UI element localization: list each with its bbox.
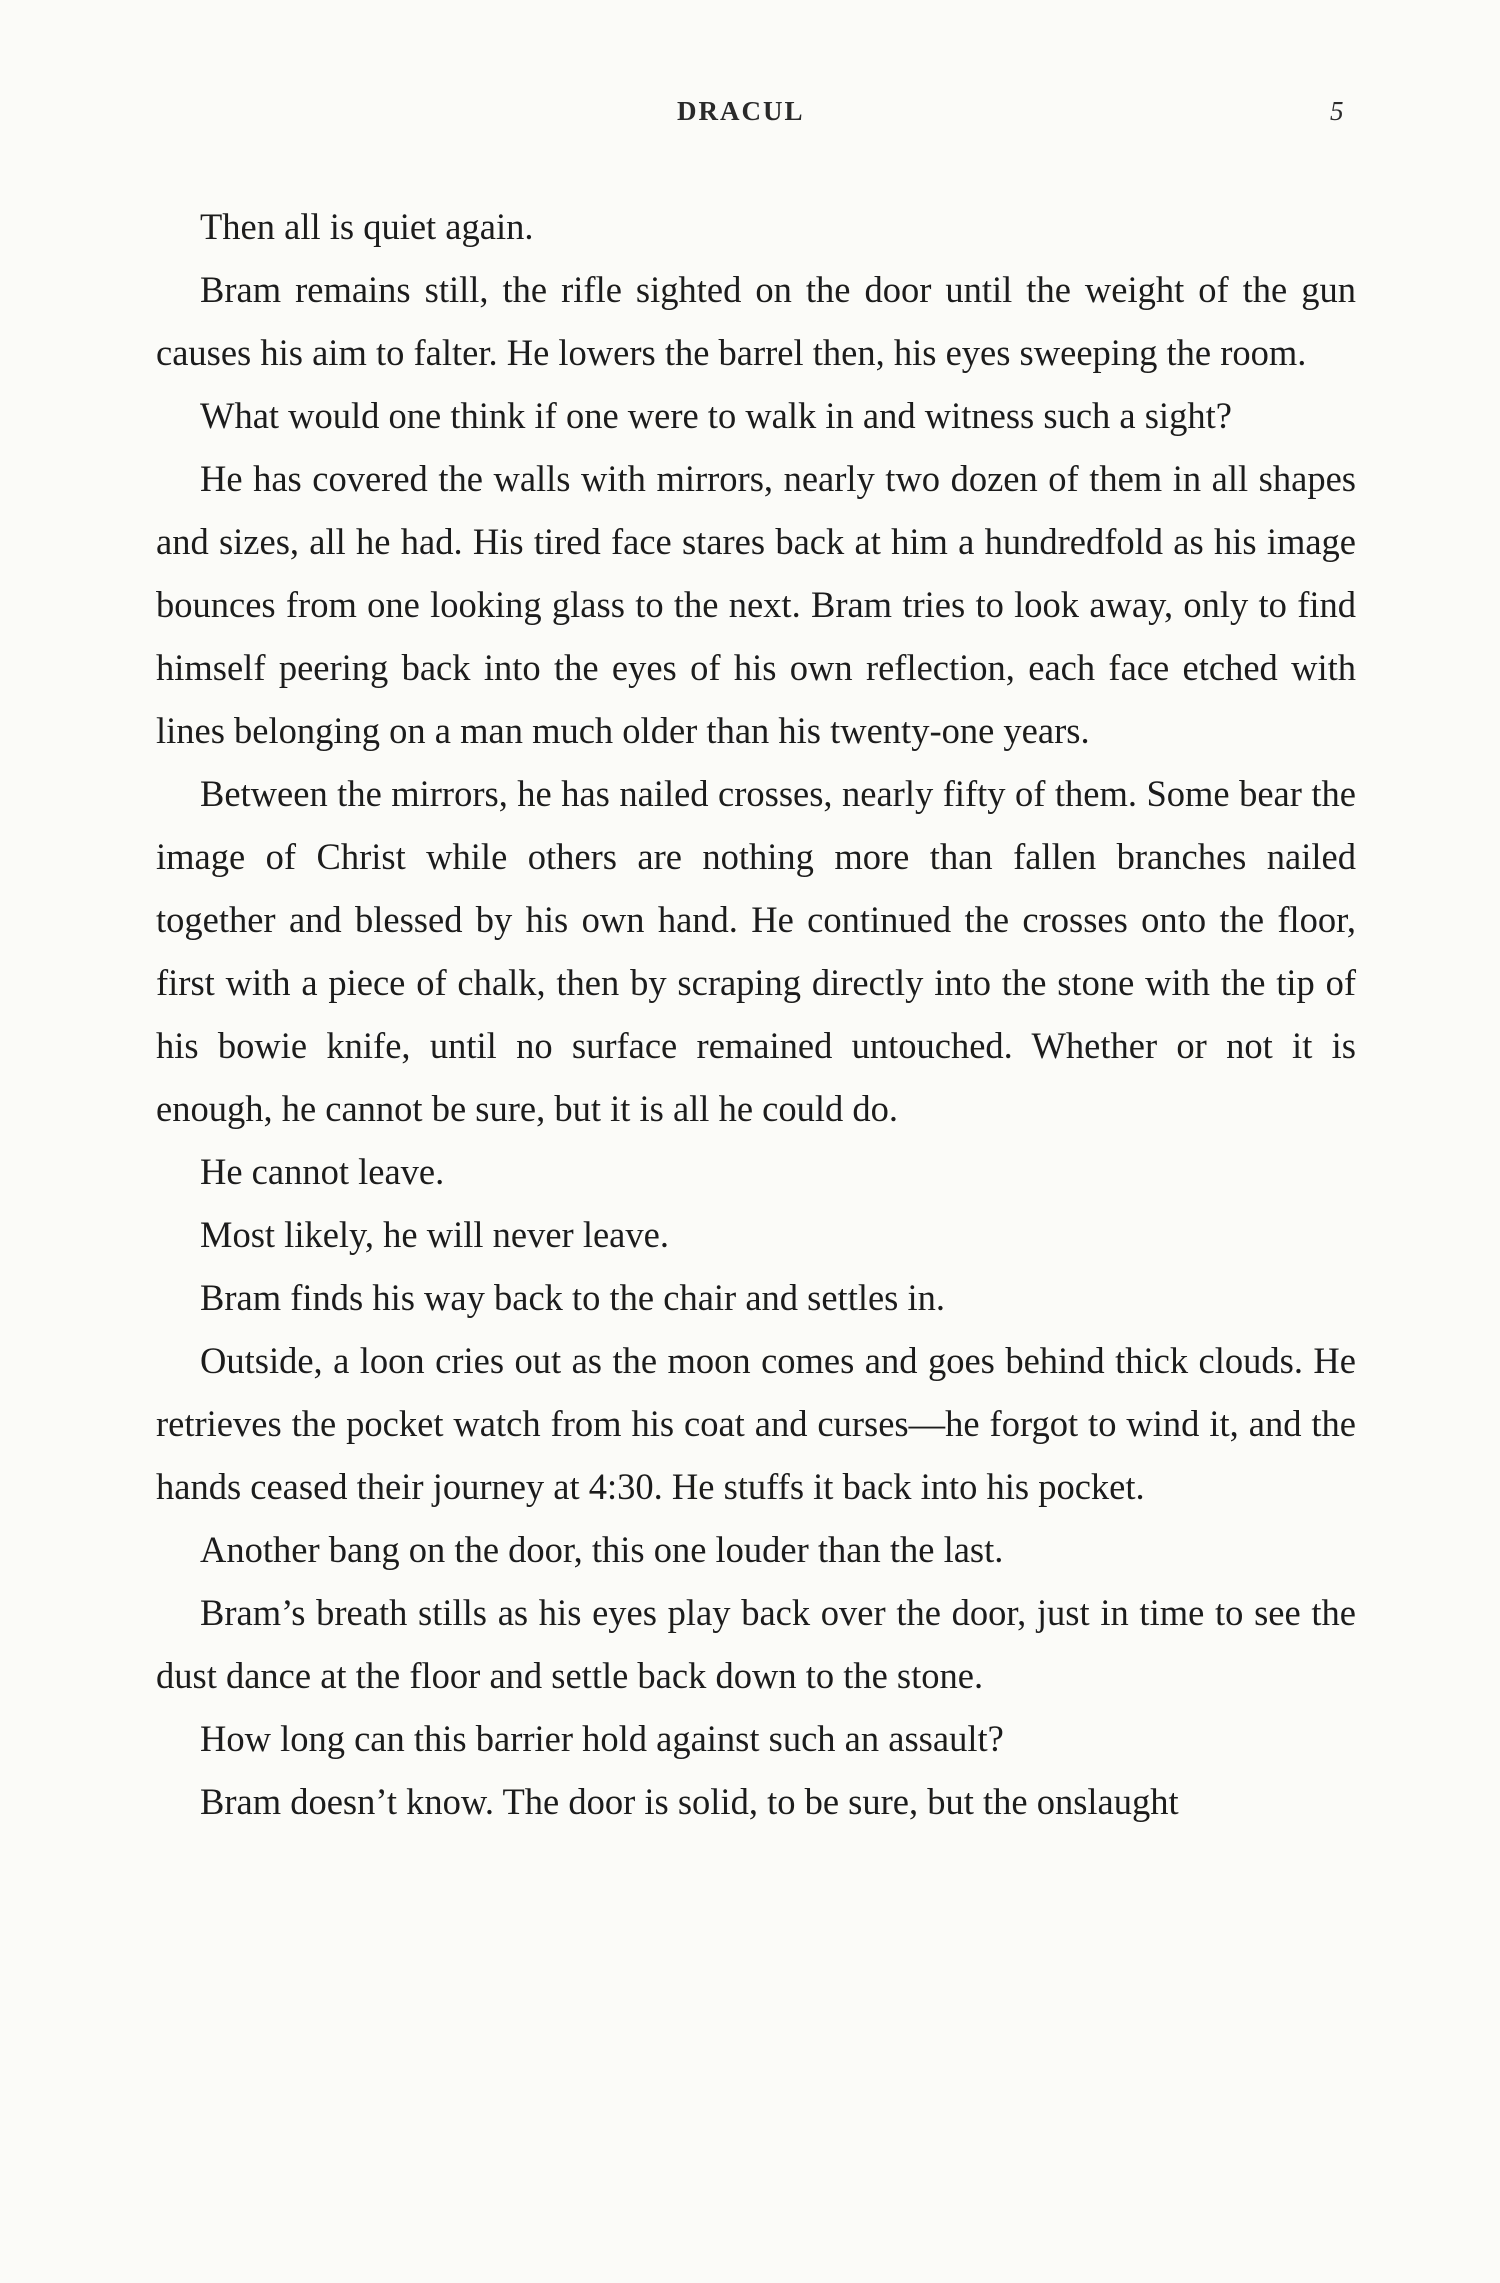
body-text bbox=[156, 195, 1356, 1833]
paragraph: What would one think if one were to walk in and witness such a sight? bbox=[200, 395, 1232, 436]
paragraph: Between the mirrors, he has nailed crosses, nearly fifty of them. Some bear the image of Christ while others are nothing more than fallen branches nailed together and blessed by his own hand. He continued the crosses onto the floor, first with a piece of chalk, then by scraping directly into the stone with the tip of his bowie knife, until no surface remained untouched. Whether or not it is enough, he cannot be sure, but it is all he could do. bbox=[156, 773, 1356, 1129]
paragraph: Bram’s breath stills as his eyes play back over the door, just in time to see the dust dance at the floor and settle back down to the stone. bbox=[156, 1592, 1356, 1696]
paragraph: Bram doesn’t know. The door is solid, to be sure, but the onslaught bbox=[200, 1781, 1179, 1822]
book-title: DRACUL bbox=[677, 96, 805, 126]
paragraph: Outside, a loon cries out as the moon comes and goes behind thick clouds. He retrieves the pocket watch from his coat and curses—he forgot to wind it, and the hands ceased their journey at 4:30. He stuffs it back into his pocket. bbox=[156, 1340, 1356, 1507]
paragraph: He has covered the walls with mirrors, nearly two dozen of them in all shapes and sizes, all he had. His tired face stares back at him a hundredfold as his image bounces from one looking glass to the next. Bram tries to look away, only to find himself peering back into the eyes of his own reflection, each face etched with lines belonging on a man much older than his twenty-one years. bbox=[156, 458, 1356, 751]
paragraph: Most likely, he will never leave. bbox=[200, 1214, 669, 1255]
page-number: 5 bbox=[1330, 96, 1344, 126]
paragraph: Another bang on the door, this one louder than the last. bbox=[200, 1529, 1004, 1570]
paragraph: Bram finds his way back to the chair and settles in. bbox=[200, 1277, 946, 1318]
paragraph: Bram remains still, the rifle sighted on the door until the weight of the gun causes his aim to falter. He lowers the barrel then, his eyes sweeping the room. bbox=[156, 269, 1356, 373]
paragraph: How long can this barrier hold against such an assault? bbox=[200, 1718, 1004, 1759]
paragraph: Then all is quiet again. bbox=[200, 206, 534, 247]
paragraph: He cannot leave. bbox=[200, 1151, 445, 1192]
running-head bbox=[0, 96, 1500, 140]
